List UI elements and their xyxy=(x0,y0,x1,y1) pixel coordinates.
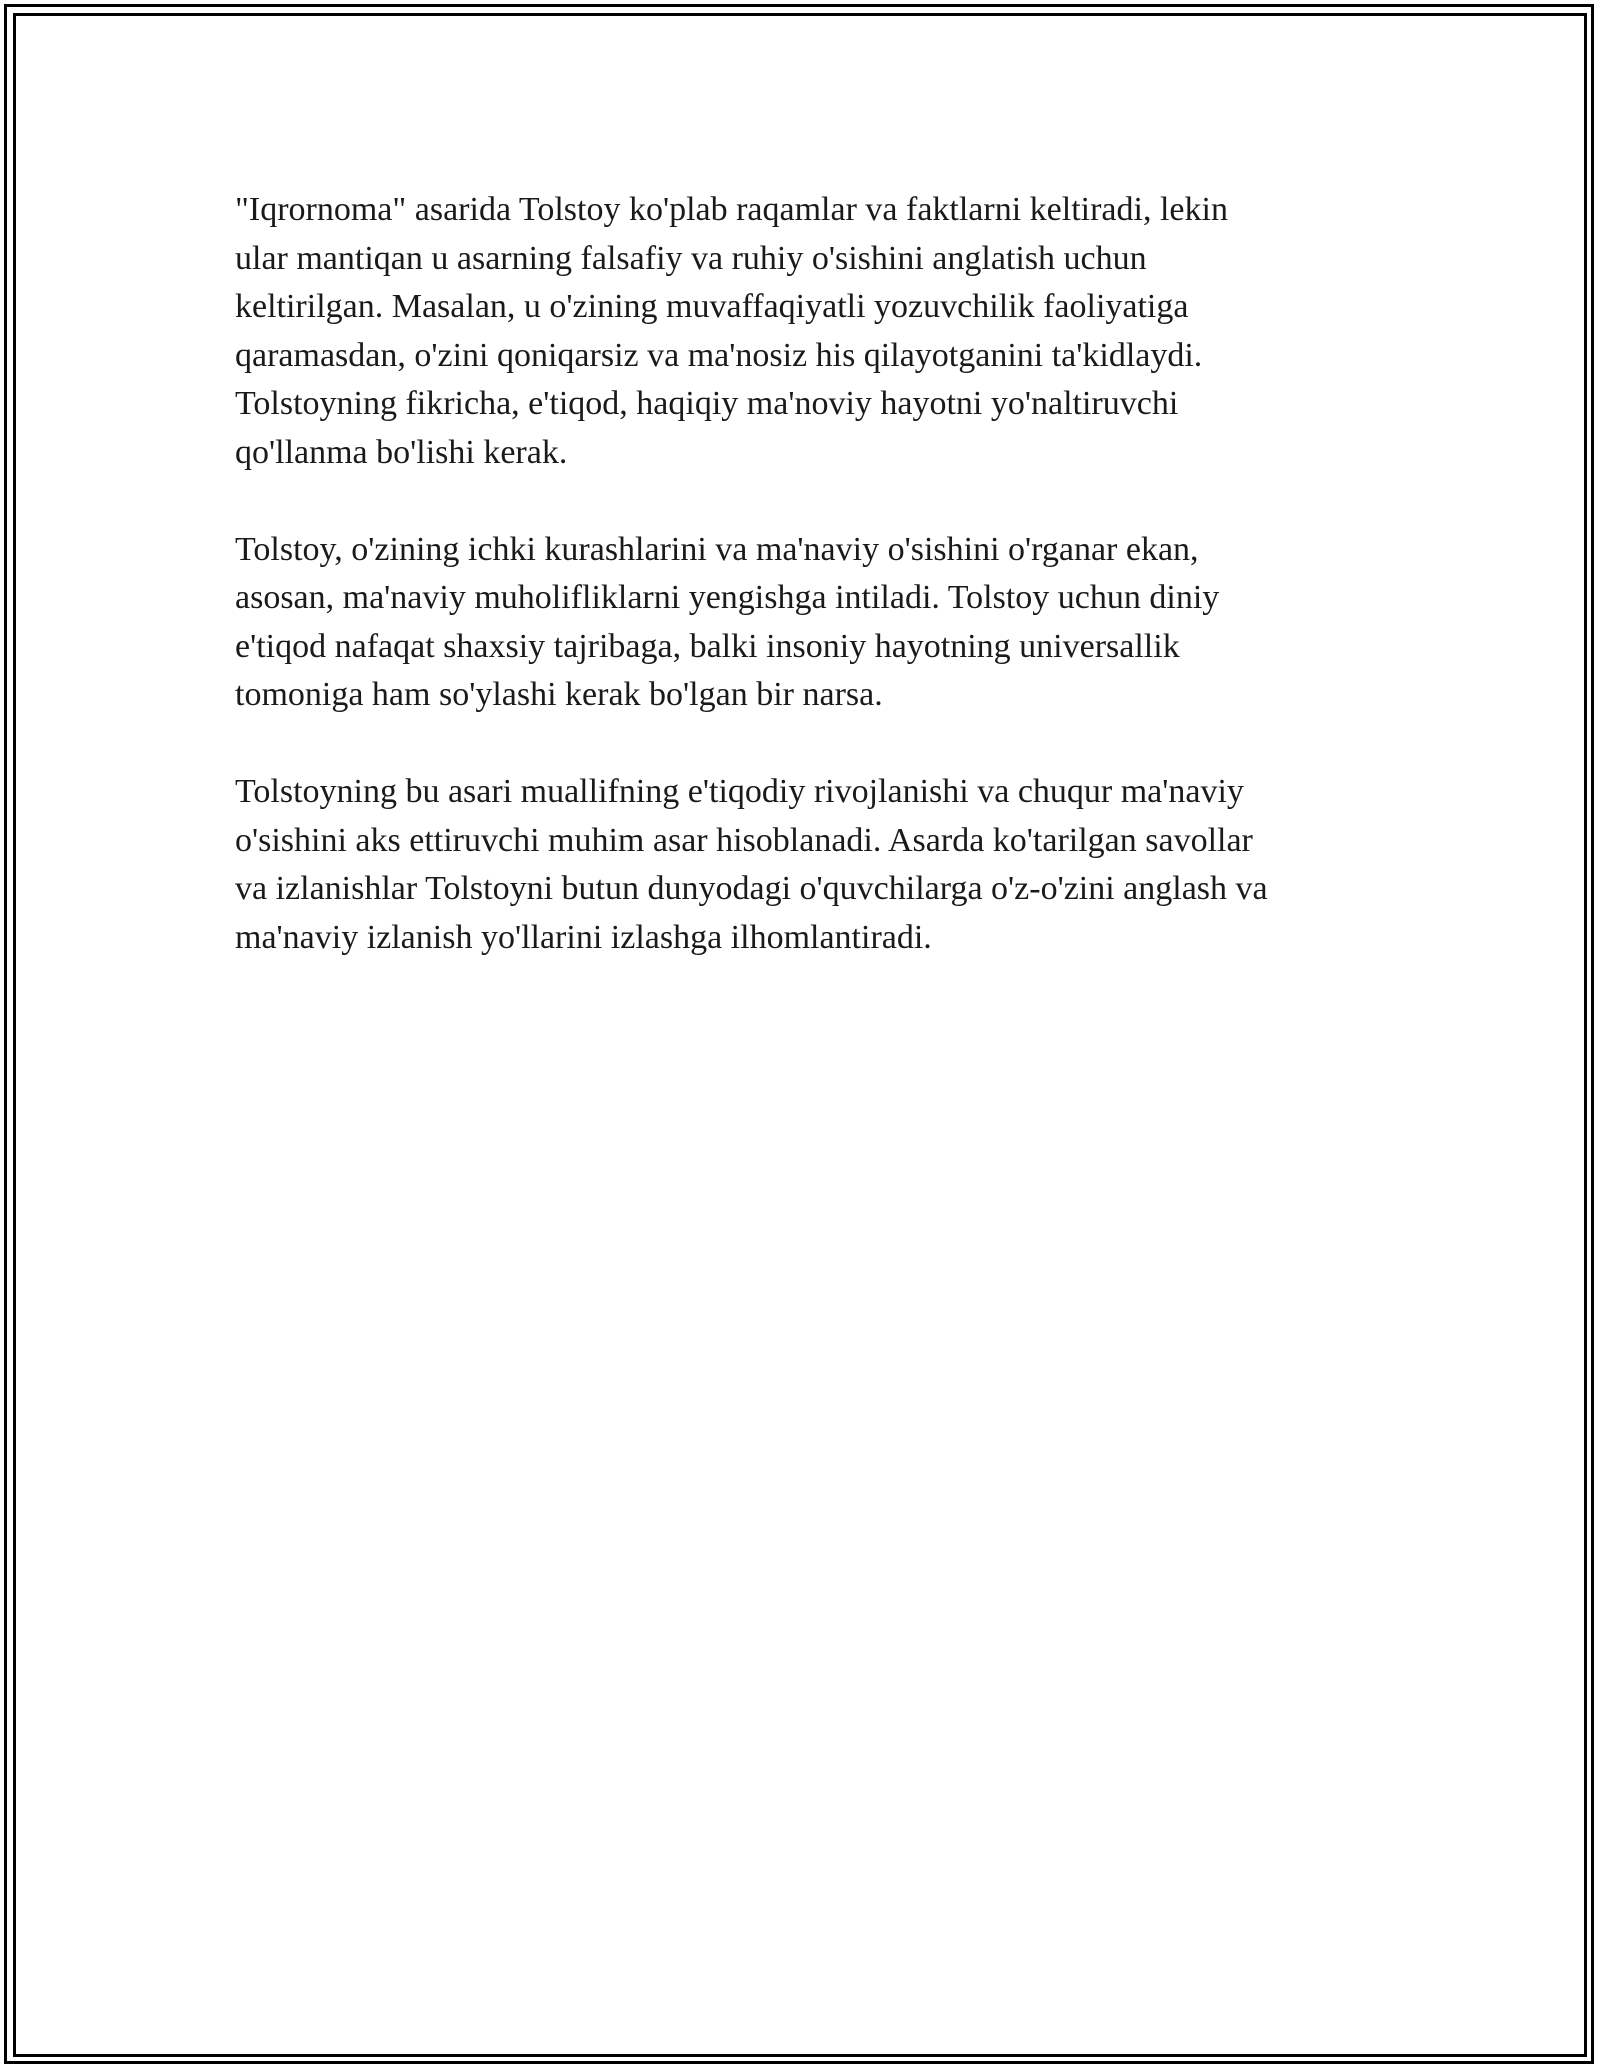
paragraph-2: Tolstoy, o'zining ichki kurashlarini va ma'naviy o'sishini o'rganar ekan, asosan, ma'naviy muholifliklarni yengishga intiladi. Tolstoy uchun diniy e'tiqod nafaqat shaxsiy tajribaga, balki insoniy hayotning universallik tomoniga ham so'ylashi kerak bo'lgan bir narsa. xyxy=(235,530,1220,713)
document-body xyxy=(235,186,1365,1011)
paragraph-3: Tolstoyning bu asari muallifning e'tiqodiy rivojlanishi va chuqur ma'naviy o'sishini aks ettiruvchi muhim asar hisoblanadi. Asarda ko'tarilgan savollar va izlanishlar Tolstoyni butun dunyodagi o'quvchilarga o'z-o'zini anglash va ma'naviy izlanish yo'llarini izlashga ilhomlantiradi. xyxy=(235,773,1268,956)
paragraph-1: "Iqrornoma" asarida Tolstoy ko'plab raqamlar va faktlarni keltiradi, lekin ular mantiqan u asarning falsafiy va ruhiy o'sishini anglatish uchun keltirilgan. Masalan, u o'zining muvaffaqiyatli yozuvchilik faoliyatiga qaramasdan, o'zini qoniqarsiz va ma'nosiz his qilayotganini ta'kidlaydi. Tolstoyning fikricha, e'tiqod, haqiqiy ma'noviy hayotni yo'naltiruvchi qo'llanma bo'lishi kerak. xyxy=(235,191,1228,471)
